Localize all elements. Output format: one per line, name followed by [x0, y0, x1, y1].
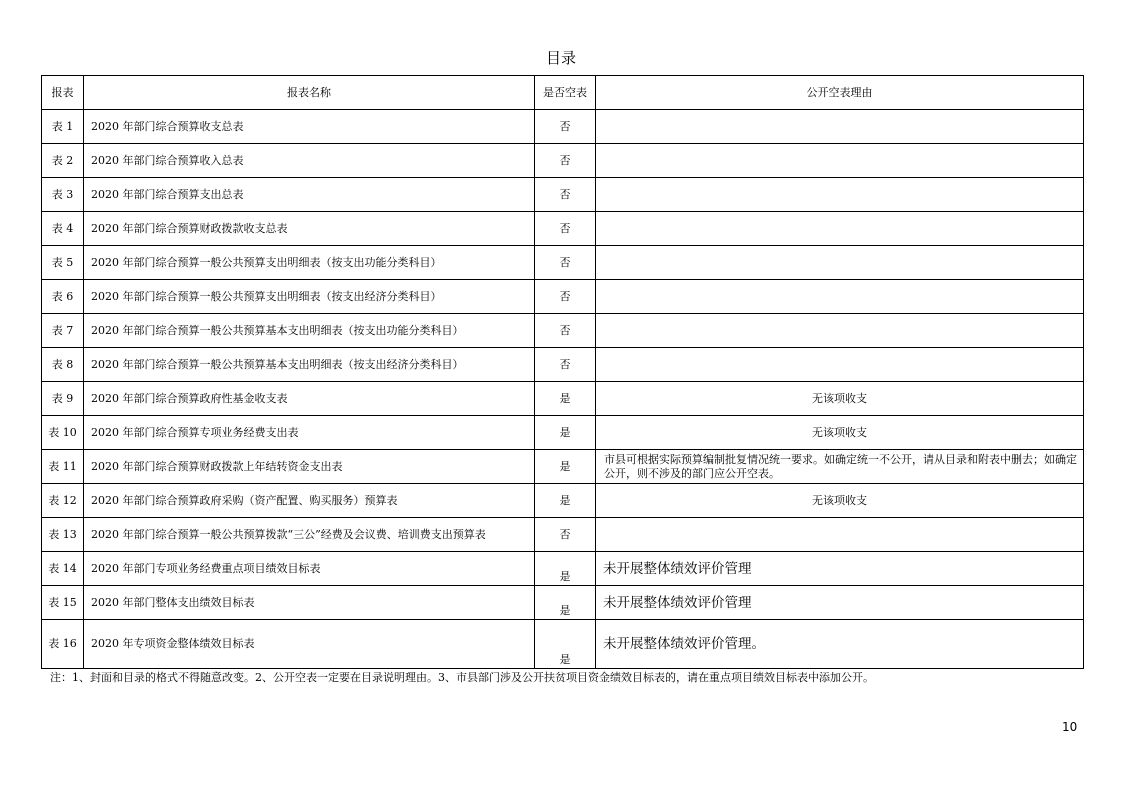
row-table-id: 表 8 — [42, 348, 84, 382]
row-table-name: 2020 年部门综合预算一般公共预算基本支出明细表（按支出功能分类科目） — [84, 314, 535, 348]
row-empty-reason: 未开展整体绩效评价管理。 — [596, 620, 1084, 669]
row-empty-reason: 无该项收支 — [596, 416, 1084, 450]
row-empty-reason: 市县可根据实际预算编制批复情况统一要求。如确定统一不公开，请从目录和附表中删去；如确定公开，则不涉及的部门应公开空表。 — [596, 450, 1084, 484]
row-table-name: 2020 年部门综合预算政府性基金收支表 — [84, 382, 535, 416]
row-is-empty: 是 — [535, 450, 596, 484]
row-empty-reason — [596, 212, 1084, 246]
row-is-empty: 否 — [535, 212, 596, 246]
header-table-name: 报表名称 — [84, 76, 535, 110]
row-is-empty: 否 — [535, 314, 596, 348]
row-table-id: 表 10 — [42, 416, 84, 450]
table-header-row — [42, 76, 1084, 110]
row-empty-reason: 无该项收支 — [596, 382, 1084, 416]
row-table-id: 表 7 — [42, 314, 84, 348]
row-table-id: 表 5 — [42, 246, 84, 280]
row-is-empty: 否 — [535, 518, 596, 552]
row-table-id: 表 4 — [42, 212, 84, 246]
header-empty-reason: 公开空表理由 — [596, 76, 1084, 110]
row-is-empty: 是 — [535, 382, 596, 416]
row-table-name: 2020 年部门综合预算财政拨款上年结转资金支出表 — [84, 450, 535, 484]
page-number: 10 — [1062, 720, 1078, 734]
row-table-name: 2020 年部门综合预算一般公共预算支出明细表（按支出经济分类科目） — [84, 280, 535, 314]
row-is-empty: 是 — [535, 586, 596, 620]
row-is-empty: 是 — [535, 552, 596, 586]
row-table-id: 表 6 — [42, 280, 84, 314]
row-is-empty: 是 — [535, 620, 596, 669]
row-table-name: 2020 年部门综合预算一般公共预算支出明细表（按支出功能分类科目） — [84, 246, 535, 280]
row-empty-reason — [596, 110, 1084, 144]
row-table-id: 表 11 — [42, 450, 84, 484]
row-empty-reason — [596, 178, 1084, 212]
row-table-name: 2020 年部门综合预算政府采购（资产配置、购买服务）预算表 — [84, 484, 535, 518]
table-row — [42, 620, 1084, 669]
table-row — [42, 246, 1084, 280]
table-row — [42, 450, 1084, 484]
row-table-name: 2020 年部门综合预算收支总表 — [84, 110, 535, 144]
row-table-id: 表 1 — [42, 110, 84, 144]
row-is-empty: 否 — [535, 178, 596, 212]
table-row — [42, 484, 1084, 518]
table-row — [42, 382, 1084, 416]
table-row — [42, 110, 1084, 144]
page-title: 目录 — [545, 49, 576, 67]
table-row — [42, 212, 1084, 246]
table-row — [42, 416, 1084, 450]
row-table-name: 2020 年部门综合预算专项业务经费支出表 — [84, 416, 535, 450]
row-empty-reason — [596, 280, 1084, 314]
row-table-name: 2020 年专项资金整体绩效目标表 — [84, 620, 535, 669]
row-empty-reason — [596, 348, 1084, 382]
row-is-empty: 否 — [535, 246, 596, 280]
table-row — [42, 518, 1084, 552]
row-is-empty: 否 — [535, 348, 596, 382]
row-table-id: 表 2 — [42, 144, 84, 178]
row-empty-reason — [596, 314, 1084, 348]
row-is-empty: 否 — [535, 110, 596, 144]
table-row — [42, 348, 1084, 382]
table-row — [42, 144, 1084, 178]
row-table-name: 2020 年部门综合预算财政拨款收支总表 — [84, 212, 535, 246]
table-row — [42, 178, 1084, 212]
row-table-name: 2020 年部门综合预算一般公共预算拨款“三公”经费及会议费、培训费支出预算表 — [84, 518, 535, 552]
row-table-name: 2020 年部门综合预算收入总表 — [84, 144, 535, 178]
row-table-id: 表 15 — [42, 586, 84, 620]
row-empty-reason: 未开展整体绩效评价管理 — [596, 586, 1084, 620]
footnote: 注：1、封面和目录的格式不得随意改变。2、公开空表一定要在目录说明理由。3、市县部门涉及公开扶贫项目资金绩效目标表的，请在重点项目绩效目标表中添加公开。 — [50, 671, 874, 684]
table-row — [42, 280, 1084, 314]
row-empty-reason — [596, 144, 1084, 178]
header-table-id: 报表 — [42, 76, 84, 110]
row-table-id: 表 16 — [42, 620, 84, 669]
row-empty-reason — [596, 246, 1084, 280]
row-empty-reason: 未开展整体绩效评价管理 — [596, 552, 1084, 586]
table-row — [42, 314, 1084, 348]
row-is-empty: 是 — [535, 416, 596, 450]
row-table-id: 表 14 — [42, 552, 84, 586]
row-table-name: 2020 年部门整体支出绩效目标表 — [84, 586, 535, 620]
row-table-id: 表 9 — [42, 382, 84, 416]
row-table-id: 表 3 — [42, 178, 84, 212]
table-row — [42, 586, 1084, 620]
table-row — [42, 552, 1084, 586]
row-is-empty: 否 — [535, 280, 596, 314]
header-is-empty: 是否空表 — [535, 76, 596, 110]
row-empty-reason: 无该项收支 — [596, 484, 1084, 518]
row-table-name: 2020 年部门综合预算支出总表 — [84, 178, 535, 212]
toc-table — [41, 75, 1084, 669]
row-table-id: 表 12 — [42, 484, 84, 518]
row-table-name: 2020 年部门综合预算一般公共预算基本支出明细表（按支出经济分类科目） — [84, 348, 535, 382]
row-is-empty: 否 — [535, 144, 596, 178]
row-empty-reason — [596, 518, 1084, 552]
row-table-name: 2020 年部门专项业务经费重点项目绩效目标表 — [84, 552, 535, 586]
row-table-id: 表 13 — [42, 518, 84, 552]
row-is-empty: 是 — [535, 484, 596, 518]
